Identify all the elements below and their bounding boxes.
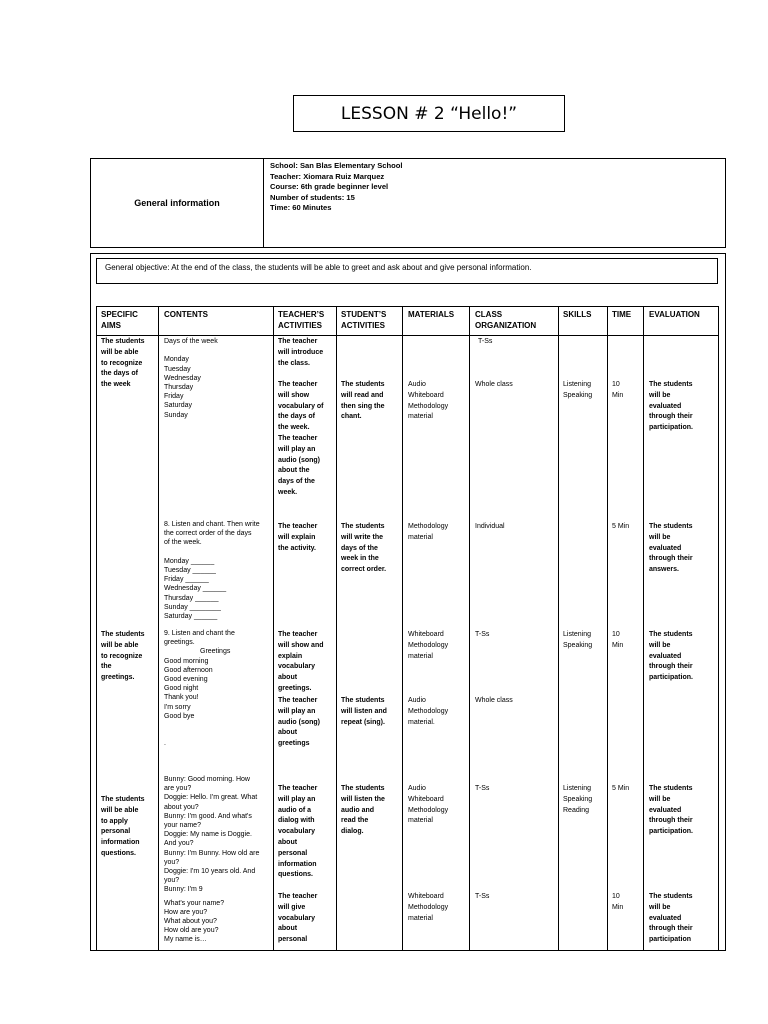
objective-text: At the end of the class, the students will be able to greet and ask about and give personal information.	[171, 263, 532, 272]
row4-teacher-activities-a: The teacher will play an audio of a dialog with vocabulary about personal information questions.	[278, 785, 318, 879]
row1-organization-b: Whole class	[475, 381, 513, 388]
column-divider	[558, 306, 559, 951]
header-evaluation: EVALUATION	[649, 310, 700, 319]
row3-time: 10 Min	[612, 631, 624, 649]
row3-skills: Listening Speaking	[563, 631, 593, 649]
column-divider	[469, 306, 470, 951]
row4-specific-aim: The students will be able to apply personal information questions.	[101, 796, 145, 857]
row1-organization-a: T-Ss	[478, 338, 493, 345]
row1-teacher-activities: The teacher will show vocabulary of the days of the week. The teacher will play an audio (song) about the days of the week.	[278, 381, 324, 496]
general-objective	[96, 258, 718, 284]
row1-specific-aim: The students will be able to recognize the days of the week	[101, 338, 145, 389]
row4-organization-a: T-Ss	[475, 785, 490, 792]
row1-teacher-intro: The teacher will introduce the class.	[278, 338, 324, 367]
row3-materials-a: Whiteboard Methodology material	[408, 631, 449, 660]
row1-time: 10 Min	[612, 381, 624, 399]
info-time: Time: 60 Minutes	[270, 203, 332, 213]
row4-student-activities: The students will listen the audio and read the dialog.	[341, 785, 385, 836]
row4-organization-b: T-Ss	[475, 893, 490, 900]
row3-organization-a: T-Ss	[475, 631, 490, 638]
row2-contents: 8. Listen and chant. Then write the correct order of the days of the week. Monday ______ Tuesday ______ Friday ______ Wednesday ______ Thursday ______ Sunday ________ Saturday ______	[164, 521, 260, 621]
row3-teacher-activities-b: The teacher will play an audio (song) about greetings	[278, 697, 320, 748]
row1-materials: Audio Whiteboard Methodology material	[408, 381, 449, 421]
row3-materials-b: Audio Methodology material.	[408, 697, 449, 726]
info-students: Number of students: 15	[270, 192, 355, 202]
row4-materials-b: Whiteboard Methodology material	[408, 893, 449, 922]
column-divider	[643, 306, 644, 951]
row4-evaluation-b: The students will be evaluated through their participation	[649, 893, 693, 944]
general-info-table	[90, 158, 726, 248]
row4-time-b: 10 Min	[612, 893, 624, 911]
row3-teacher-activities-a: The teacher will show and explain vocabulary about greetings.	[278, 631, 324, 692]
row2-student-activities: The students will write the days of the week in the correct order.	[341, 523, 387, 574]
row3-specific-aim: The students will be able to recognize the greetings.	[101, 631, 145, 682]
info-school: School: San Blas Elementary School	[270, 161, 403, 170]
header-row-divider	[96, 335, 719, 336]
row3-student-activities: The students will listen and repeat (sing).	[341, 697, 387, 726]
general-info-details	[264, 159, 409, 247]
row2-time: 5 Min	[612, 523, 630, 530]
row4-materials-a: Audio Whiteboard Methodology material	[408, 785, 449, 825]
header-materials: MATERIALS	[408, 310, 455, 319]
row1-contents: Days of the week Monday Tuesday Wednesday Thursday Friday Saturday Sunday	[164, 338, 218, 419]
general-info-label: General information	[91, 159, 264, 247]
lesson-title: LESSON # 2 “Hello!”	[293, 95, 565, 132]
greetings-heading: Greetings	[200, 648, 231, 656]
row1-evaluation: The students will be evaluated through their participation.	[649, 381, 693, 432]
row4-contents: Bunny: Good morning. How are you? Doggie: Hello. I'm great. What about you? Bunny: I'm good. And what's your name? Doggie: My name is Doggie. And you? Bunny: I'm Bunny. How old are you? Doggie: I'm 10 years old. And you? Bunny: I'm 9 What's your name? How are you? What about you? How old are you? My name is…	[164, 776, 260, 944]
row3-contents: 9. Listen and chant the greetings. Greetings Good morning Good afternoon Good evening Good night Thank you! I'm sorry Good bye .	[164, 630, 235, 748]
row3-evaluation: The students will be evaluated through their participation.	[649, 631, 693, 682]
row2-materials: Methodology material	[408, 523, 449, 541]
row2-organization: Individual	[475, 523, 505, 530]
row1-student-activities: The students will read and then sing the chant.	[341, 381, 385, 421]
header-student-activities: STUDENT’S ACTIVITIES	[341, 310, 387, 330]
row4-skills: Listening Speaking Reading	[563, 785, 593, 814]
row1-skills: Listening Speaking	[563, 381, 593, 399]
header-class-organization: CLASS ORGANIZATION	[475, 310, 537, 330]
header-skills: SKILLS	[563, 310, 592, 319]
row2-evaluation: The students will be evaluated through their answers.	[649, 523, 693, 574]
info-teacher: Teacher: Xiomara Ruiz Marquez	[270, 171, 385, 181]
row3-organization-b: Whole class	[475, 697, 513, 704]
column-divider	[607, 306, 608, 951]
row4-evaluation-a: The students will be evaluated through their participation.	[649, 785, 693, 836]
objective-label: General objective:	[105, 263, 170, 272]
header-specific-aims: SPECIFIC AIMS	[101, 310, 138, 330]
info-course: Course: 6th grade beginner level	[270, 182, 389, 192]
header-teacher-activities: TEACHER’S ACTIVITIES	[278, 310, 325, 330]
column-divider	[158, 306, 159, 951]
row4-time-a: 5 Min	[612, 785, 630, 792]
header-time: TIME	[612, 310, 632, 319]
row4-teacher-activities-b: The teacher will give vocabulary about personal	[278, 893, 318, 944]
column-divider	[402, 306, 403, 951]
row2-teacher-activities: The teacher will explain the activity.	[278, 523, 318, 552]
column-divider	[336, 306, 337, 951]
header-contents: CONTENTS	[164, 310, 208, 319]
column-divider	[273, 306, 274, 951]
